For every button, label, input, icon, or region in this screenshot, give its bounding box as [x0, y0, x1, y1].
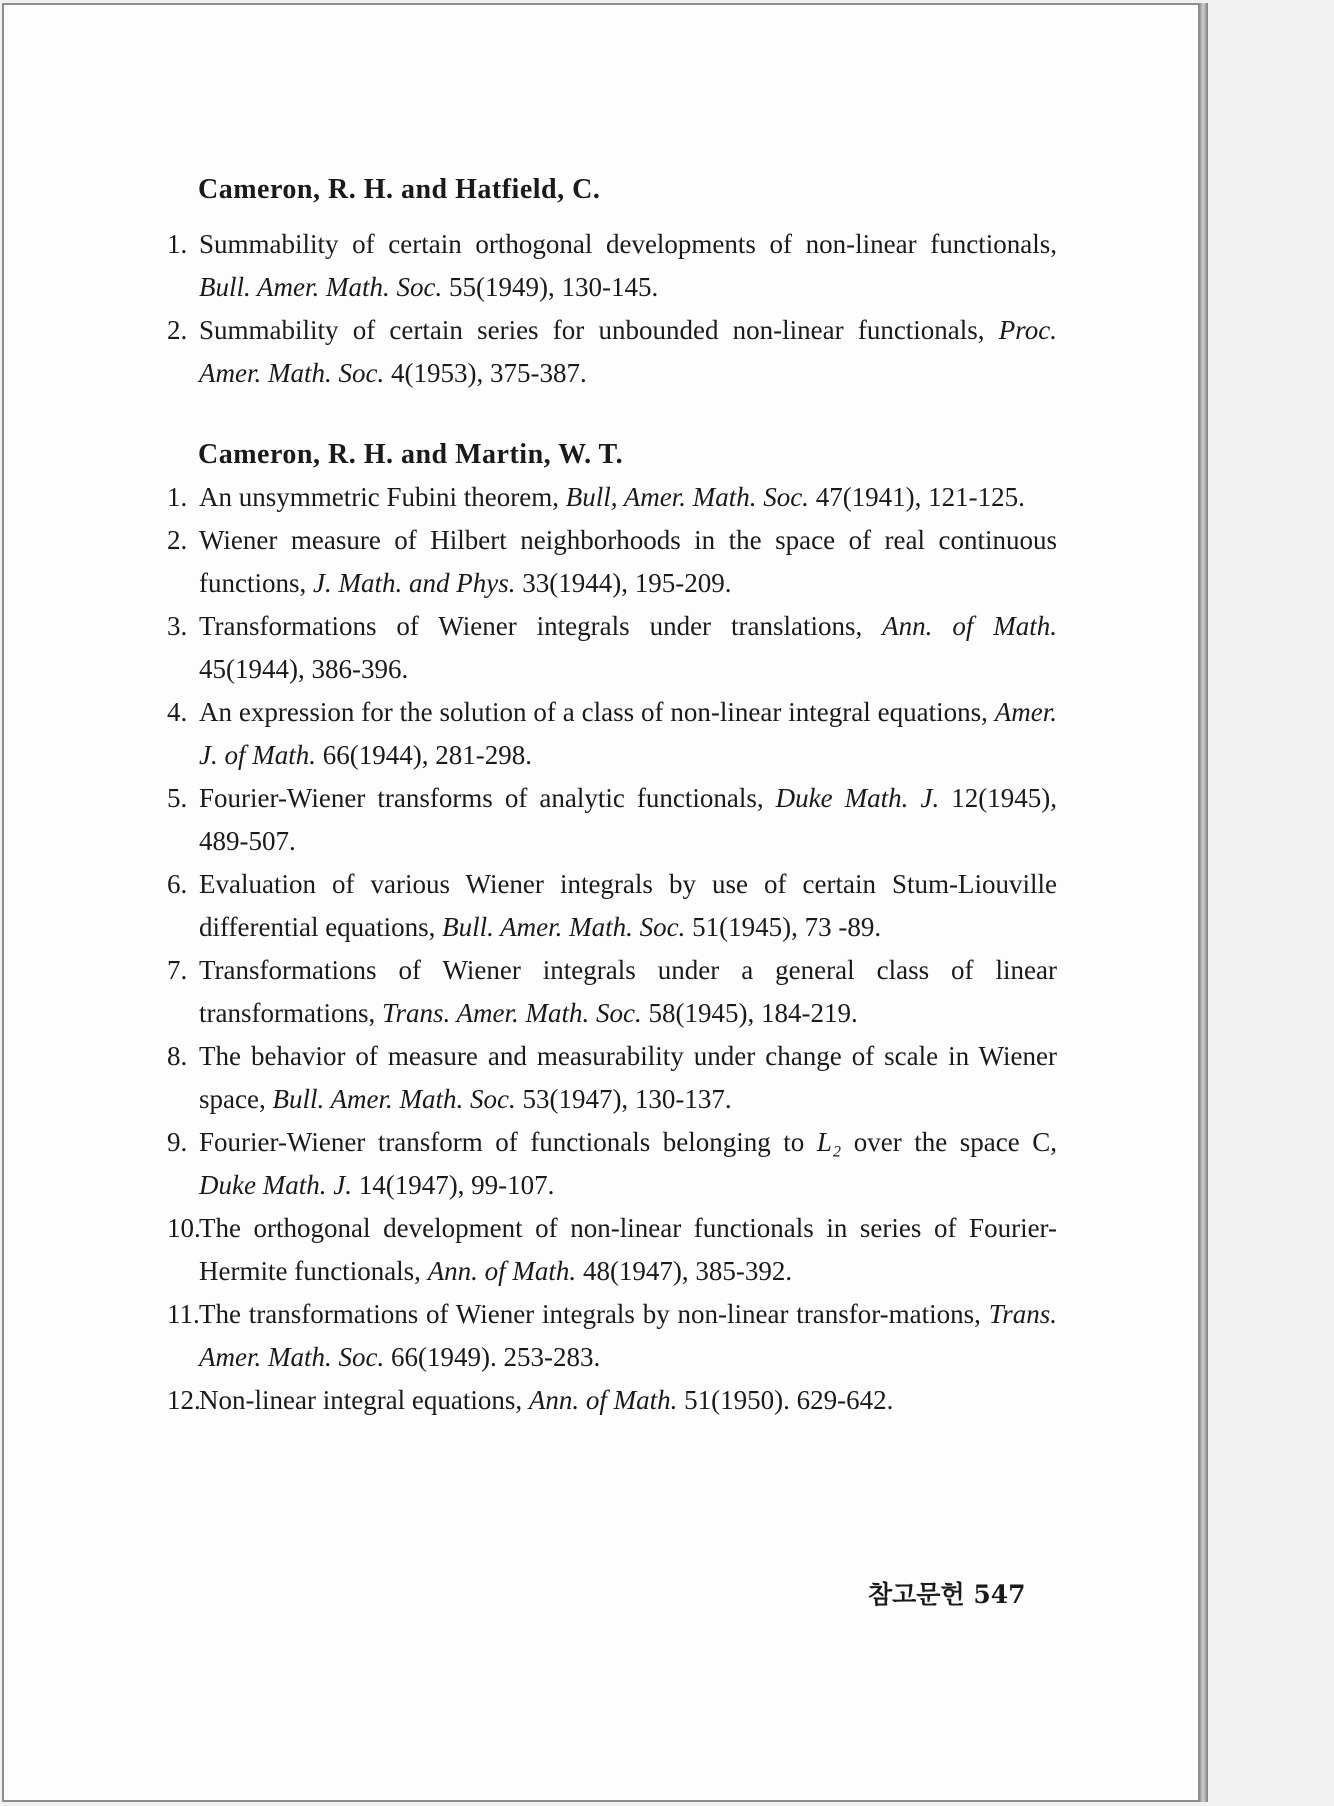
reference-citation: 12(1945), 489-507. [199, 783, 1057, 856]
reference-title-continued: over the space C, [853, 1127, 1058, 1157]
reference-number: 9. [167, 1127, 188, 1157]
reference-title: Transformations of Wiener integrals under translations, [199, 611, 863, 641]
reference-citation: 45(1944), 386-396. [199, 654, 409, 684]
reference-number: 4. [167, 697, 188, 727]
reference-journal: Trans. Amer. Math. Soc. [199, 1299, 1057, 1372]
reference-number: 3. [167, 611, 188, 641]
reference-title: Non-linear integral equations, [199, 1385, 523, 1415]
reference-title: Evaluation of various Wiener integrals by use of certain Stum-Liouville differential equations, [199, 869, 1057, 942]
reference-citation: 51(1945), 73 -89. [692, 912, 882, 942]
section-heading-cameron-hatfield: Cameron, R. H. and Hatfield, C. [198, 174, 601, 205]
reference-number: 2. [167, 525, 188, 555]
reference-number: 12. [167, 1385, 201, 1415]
reference-journal: Duke Math. J. [775, 783, 940, 813]
reference-title: Summability of certain orthogonal developments of non-linear functionals, [199, 229, 1057, 259]
reference-journal: Bull. Amer. Math. Soc. [272, 1084, 516, 1114]
reference-item [167, 1035, 1057, 1121]
reference-number: 10. [167, 1213, 201, 1243]
reference-citation: 47(1941), 121-125. [815, 482, 1025, 512]
reference-title: An unsymmetric Fubini theorem, [199, 482, 559, 512]
reference-number: 1. [167, 482, 188, 512]
reference-journal: Bull. Amer. Math. Soc. [199, 272, 443, 302]
reference-title: The behavior of measure and measurability under change of scale in Wiener space, [199, 1041, 1057, 1114]
reference-citation: 55(1949), 130-145. [448, 272, 659, 302]
reference-item [167, 309, 1057, 395]
reference-citation: 53(1947), 130-137. [522, 1084, 732, 1114]
references-content [167, 168, 1057, 1422]
section-heading-cameron-martin: Cameron, R. H. and Martin, W. T. [198, 439, 624, 470]
reference-number: 7. [167, 955, 188, 985]
reference-citation: 58(1945), 184-219. [648, 998, 858, 1028]
reference-title: The transformations of Wiener integrals by non-linear transfor-mations, [199, 1299, 981, 1329]
reference-journal: J. Math. and Phys. [313, 568, 516, 598]
reference-title: Transformations of Wiener integrals under a general class of linear transformations, [199, 955, 1057, 1028]
reference-item [167, 863, 1057, 949]
reference-journal: Trans. Amer. Math. Soc. [381, 998, 642, 1028]
reference-journal: Amer. J. of Math. [199, 697, 1057, 770]
reference-citation: 66(1944), 281-298. [322, 740, 532, 770]
reference-journal: Proc. Amer. Math. Soc. [199, 315, 1058, 388]
reference-journal: Duke Math. J. [199, 1170, 352, 1200]
reference-citation: 4(1953), 375-387. [390, 358, 587, 388]
reference-number: 11. [167, 1299, 200, 1329]
reference-item [167, 777, 1057, 863]
reference-citation: 14(1947), 99-107. [358, 1170, 555, 1200]
reference-item [167, 691, 1057, 777]
reference-number: 6. [167, 869, 188, 899]
reference-title: Fourier-Wiener transform of functionals belonging to [199, 1127, 805, 1157]
reference-journal: Ann. of Math. [528, 1385, 678, 1415]
reference-journal: Ann. of Math. [427, 1256, 577, 1286]
reference-item [167, 1121, 1057, 1207]
reference-item [167, 1293, 1057, 1379]
reference-number: 8. [167, 1041, 188, 1071]
math-symbol: L₂ [816, 1127, 842, 1157]
reference-list-cameron-hatfield [167, 223, 1057, 395]
reference-title: Fourier-Wiener transforms of analytic functionals, [199, 783, 764, 813]
reference-item [167, 605, 1057, 691]
reference-title: Wiener measure of Hilbert neighborhoods in the space of real continuous functions, [199, 525, 1057, 598]
reference-title: Summability of certain series for unbounded non-linear functionals, [199, 315, 985, 345]
reference-citation: 33(1944), 195-209. [522, 568, 732, 598]
reference-journal: Bull, Amer. Math. Soc. [565, 482, 809, 512]
page-edge [1200, 3, 1208, 1802]
reference-item [167, 476, 1057, 519]
reference-item [167, 1379, 1057, 1422]
reference-citation: 48(1947), 385-392. [582, 1256, 793, 1286]
reference-item [167, 949, 1057, 1035]
reference-journal: Bull. Amer. Math. Soc. [442, 912, 686, 942]
reference-citation: 51(1950). 629-642. [684, 1385, 894, 1415]
page-number: 547 [973, 1580, 1026, 1609]
reference-number: 1. [167, 229, 188, 259]
reference-number: 5. [167, 783, 188, 813]
reference-number: 2. [167, 315, 188, 345]
reference-title: An expression for the solution of a class of non-linear integral equations, [199, 697, 988, 727]
reference-item [167, 1207, 1057, 1293]
reference-title: The orthogonal development of non-linear functionals in series of Fourier-Hermite functionals, [199, 1213, 1057, 1286]
reference-citation: 66(1949). 253-283. [390, 1342, 601, 1372]
footer-label: 참고문헌 [868, 1580, 965, 1609]
page-footer [868, 1575, 1026, 1611]
reference-item [167, 223, 1057, 309]
reference-item [167, 519, 1057, 605]
reference-list-cameron-martin [167, 476, 1057, 1422]
reference-journal: Ann. of Math. [882, 611, 1058, 641]
